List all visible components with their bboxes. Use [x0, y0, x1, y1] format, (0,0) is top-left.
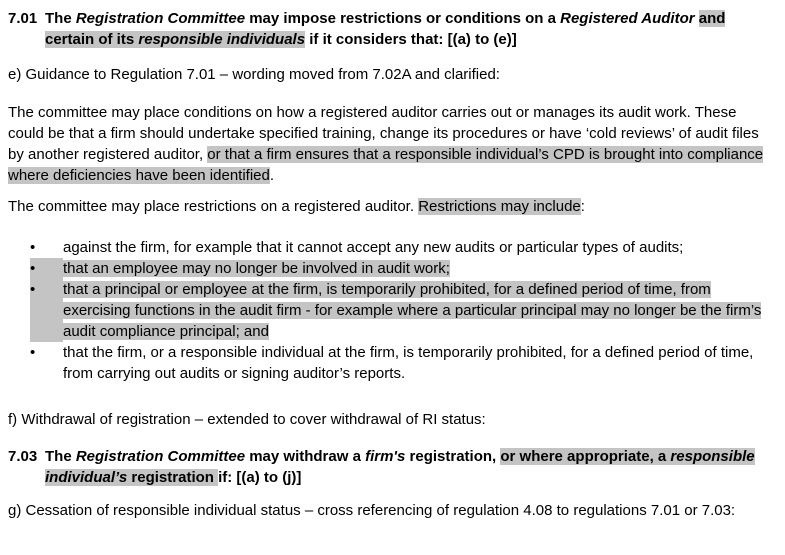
text-run: f) Withdrawal of registration – extended to cover withdrawal of RI status:: [8, 411, 486, 428]
text-run: may withdraw a: [245, 448, 366, 465]
paragraph-conditions: [8, 102, 775, 186]
list-item: [30, 237, 775, 258]
bullet-icon: •: [30, 279, 63, 342]
text-run: responsible individuals: [138, 31, 306, 48]
text-run: responsible individual’s: [45, 448, 755, 486]
text-run: that an employee may no longer be involved in audit work;: [63, 260, 450, 277]
text-run: that the firm, or a responsible individual at the firm, is temporarily prohibited, for a defined period of time, from carrying out audits or signing auditor’s reports.: [63, 344, 754, 382]
list-item: [30, 258, 775, 279]
text-run: or that a firm ensures that a responsible individual’s CPD is brought into compliance where deficiencies have been identified: [8, 146, 764, 184]
text-run: and certain of its: [45, 10, 726, 48]
text-run: registration,: [405, 448, 501, 465]
text-run: or where appropriate, a: [500, 448, 671, 465]
regulation-7-03: [8, 446, 775, 488]
text-run: The committee may place restrictions on a registered auditor.: [8, 198, 419, 215]
regulation-7-03-text: [45, 446, 775, 488]
list-item-text: [63, 258, 775, 279]
text-run: that a principal or employee at the firm, is temporarily prohibited, for a defined period of time, from exercising functions in the audit firm - for example where a particular principal may no longer be the firm’s audit compliance principal; and: [63, 281, 762, 340]
regulation-7-01-number: 7.01: [8, 10, 38, 27]
text-run: The committee may place conditions on how a registered auditor carries out or manages its audit work. These could be that a firm should undertake specified training, change its procedures or have ‘cold reviews’ of audit files by another registered auditor,: [8, 104, 759, 163]
text-run: if it considers that: [(a) to (e)]: [305, 31, 517, 48]
text-run: The: [45, 448, 76, 465]
list-item: [30, 279, 775, 342]
list-item-text: [63, 342, 775, 384]
regulation-7-01: [8, 8, 775, 50]
regulation-7-03-number: 7.03: [8, 448, 38, 465]
list-item-text: [63, 279, 775, 342]
bullet-icon: •: [30, 258, 63, 279]
regulation-7-01-text: [45, 8, 775, 50]
text-run: registration: [127, 469, 219, 486]
paragraph-restrictions: [8, 196, 775, 217]
guidance-note-g: [8, 500, 775, 521]
bullet-icon: •: [30, 344, 36, 361]
restrictions-list: [8, 237, 775, 384]
text-run: g) Cessation of responsible individual status – cross referencing of regulation 4.08 to regulations 7.01 or 7.03:: [8, 502, 736, 519]
guidance-note-e: [8, 64, 775, 85]
text-run: Registration Committee: [75, 448, 246, 465]
list-item: [30, 342, 775, 384]
text-run: Restrictions may include: [418, 198, 581, 215]
text-run: e) Guidance to Regulation 7.01 – wording moved from 7.02A and clarified:: [8, 66, 500, 83]
text-run: :: [580, 198, 585, 215]
text-run: Registered Auditor: [560, 10, 695, 27]
guidance-note-f: [8, 409, 775, 430]
text-run: Registration Committee: [75, 10, 246, 27]
bullet-icon: •: [30, 239, 36, 256]
text-run: .: [269, 167, 275, 184]
text-run: if: [(a) to (j)]: [218, 469, 302, 486]
list-item-text: [63, 237, 775, 258]
text-run: may impose restrictions or conditions on a: [245, 10, 561, 27]
text-run: against the firm, for example that it cannot accept any new audits or particular types of audits;: [63, 239, 684, 256]
text-run: The: [45, 10, 76, 27]
text-run: firm's: [365, 448, 406, 465]
